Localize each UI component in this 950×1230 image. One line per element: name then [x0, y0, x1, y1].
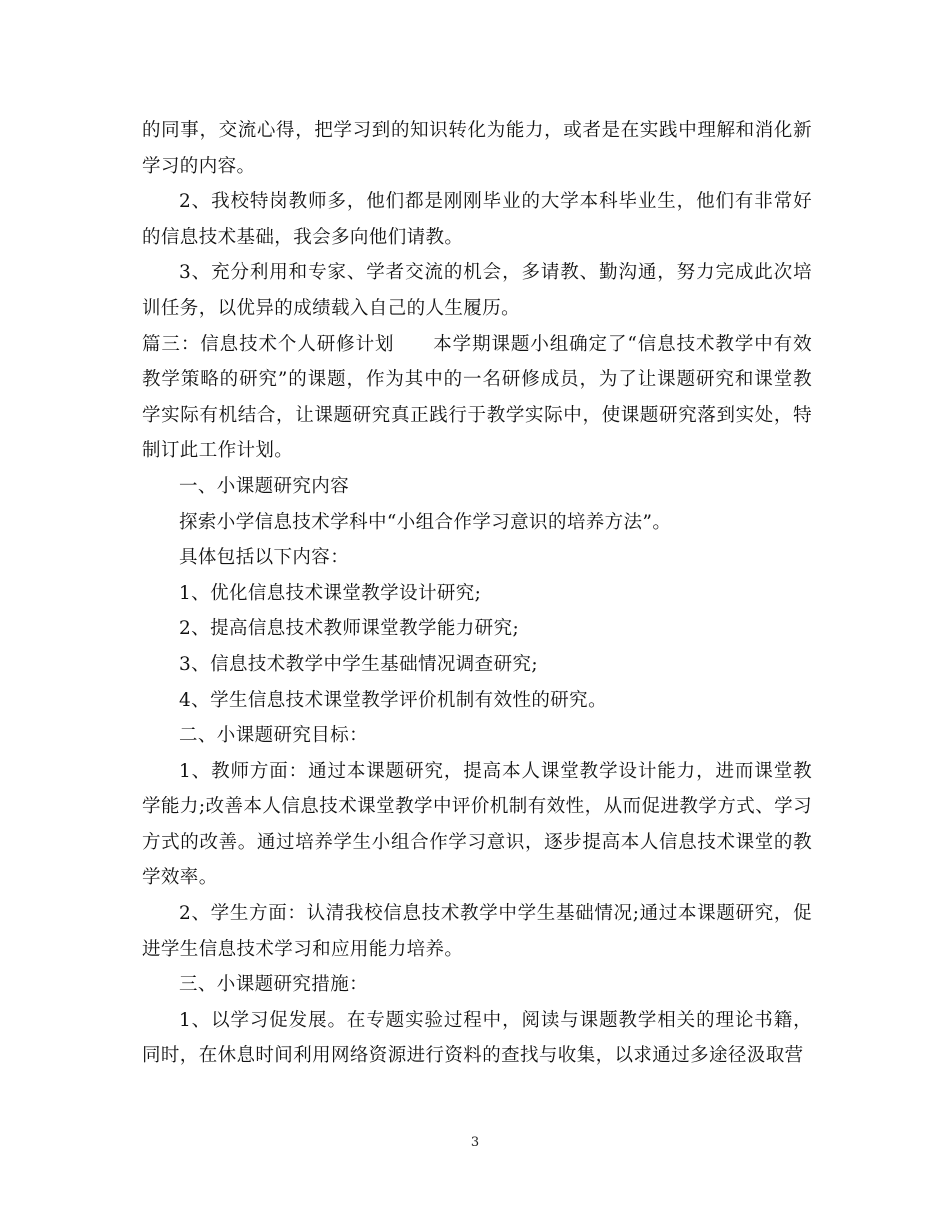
paragraph: 2、学生方面：认清我校信息技术教学中学生基础情况;通过本课题研究，促进学生信息技术学习和应用能力培养。	[142, 903, 812, 960]
list-item: 4、学生信息技术课堂教学评价机制有效性的研究。	[179, 689, 607, 711]
paragraph: 具体包括以下内容：	[179, 547, 350, 569]
subsection-heading: 二、小课题研究目标：	[179, 725, 369, 747]
list-item: 1、优化信息技术课堂教学设计研究;	[179, 582, 482, 604]
page-number: 3	[470, 1135, 480, 1150]
paragraph: 探索小学信息技术学科中“小组合作学习意识的培养方法”。	[179, 511, 672, 533]
list-item: 3、信息技术教学中学生基础情况调查研究;	[179, 653, 539, 675]
paragraph: 的同事，交流心得，把学习到的知识转化为能力，或者是在实践中理解和消化新学习的内容。	[142, 120, 812, 177]
subsection-heading: 三、小课题研究措施：	[179, 974, 369, 996]
body-text	[142, 113, 812, 1074]
paragraph: 3、充分利用和专家、学者交流的机会，多请教、勤沟通，努力完成此次培训任务，以优异的成绩载入自己的人生履历。	[142, 262, 812, 319]
list-item: 2、提高信息技术教师课堂教学能力研究;	[179, 618, 520, 640]
section-heading-paragraph: 篇三：信息技术个人研修计划 本学期课题小组确定了“信息技术教学中有效教学策略的研究”的课题，作为其中的一名研修成员，为了让课题研究和课堂教学实际有机结合，让课题研究真正践行于教学实际中，使课题研究落到实处，特制订此工作计划。	[142, 333, 812, 462]
subsection-heading: 一、小课题研究内容	[179, 475, 350, 497]
paragraph: 1、以学习促发展。在专题实验过程中，阅读与课题教学相关的理论书籍，同时，在休息时间利用网络资源进行资料的查找与收集，以求通过多途径汲取营	[142, 1009, 812, 1067]
paragraph: 2、我校特岗教师多，他们都是刚刚毕业的大学本科毕业生，他们有非常好的信息技术基础，我会多向他们请教。	[142, 191, 812, 248]
paragraph: 1、教师方面：通过本课题研究，提高本人课堂教学设计能力，进而课堂教学能力;改善本人信息技术课堂教学中评价机制有效性，从而促进教学方式、学习方式的改善。通过培养学生小组合作学习意识，逐步提高本人信息技术课堂的教学效率。	[142, 760, 812, 889]
